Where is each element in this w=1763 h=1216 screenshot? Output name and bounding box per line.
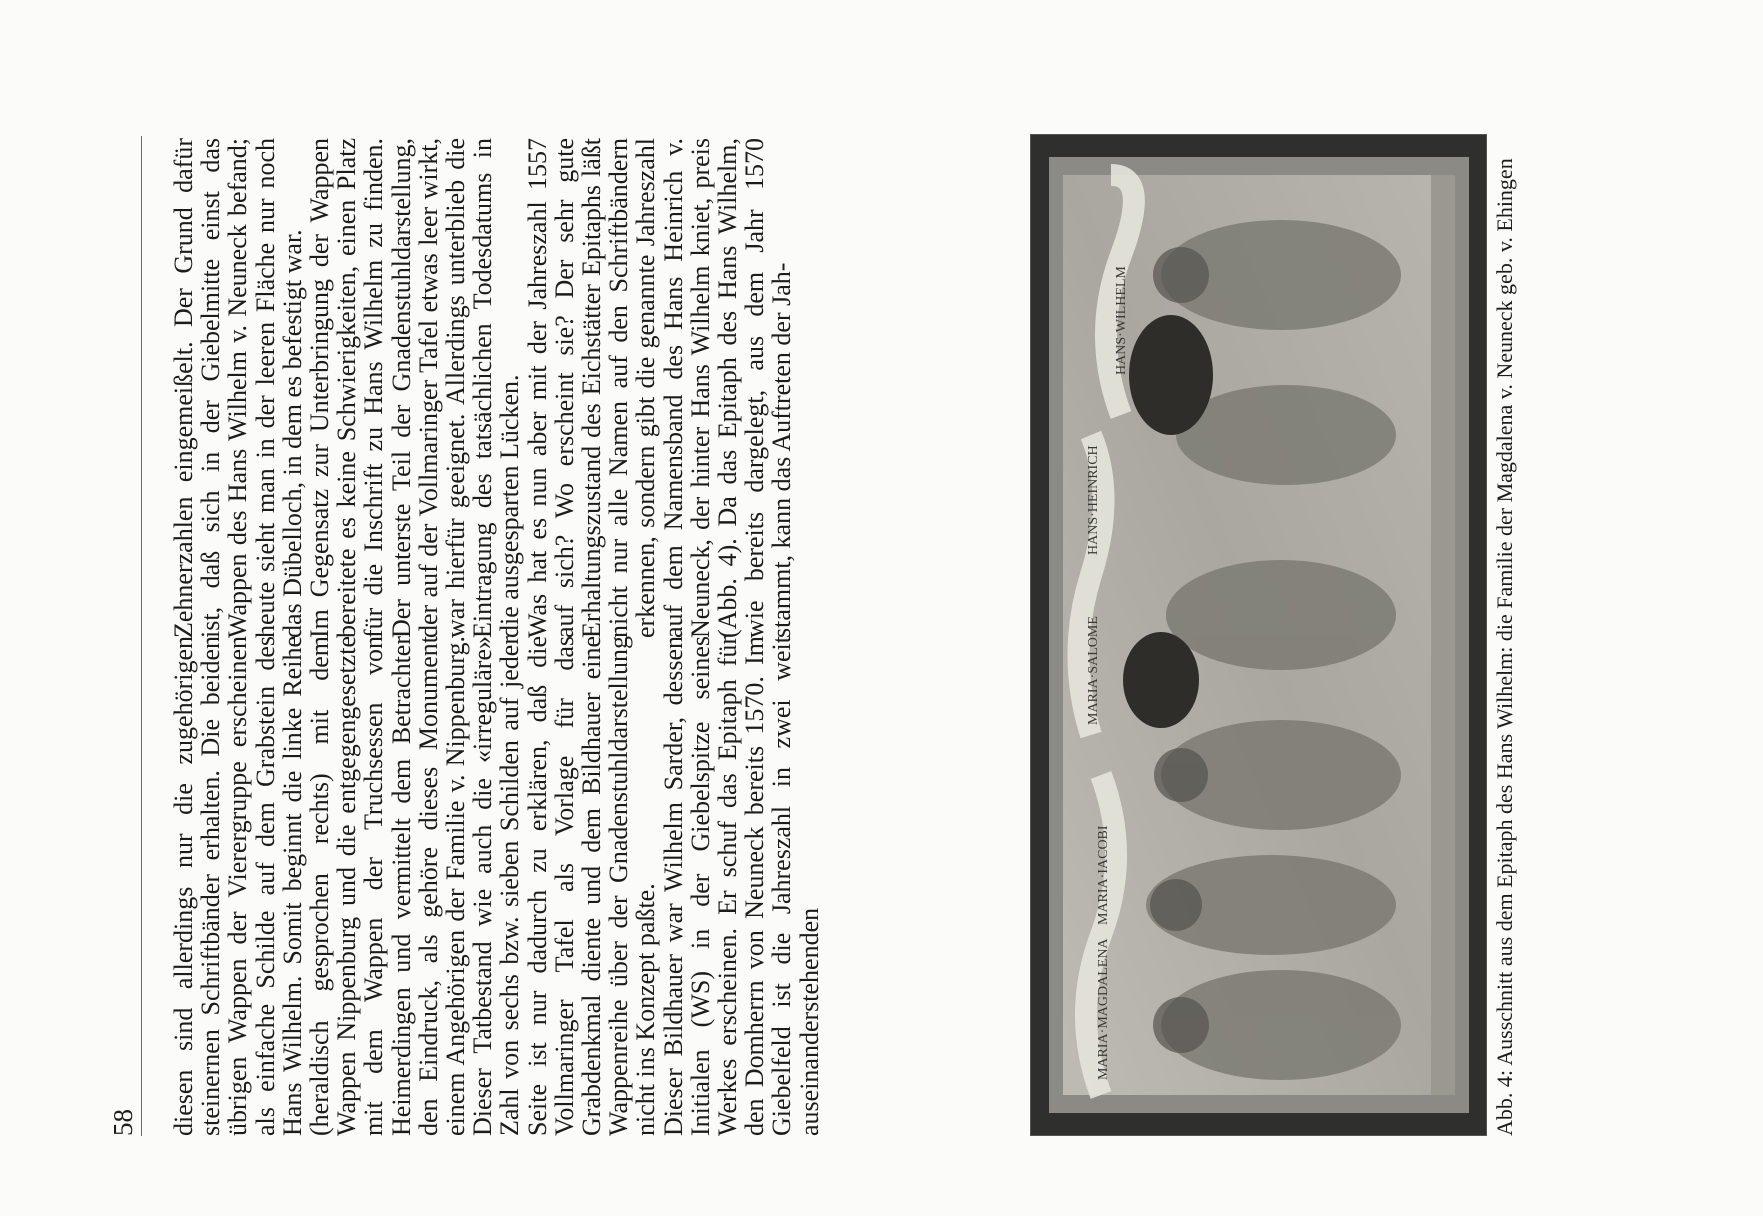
relief-illustration (1031, 135, 1486, 1135)
paragraph: Was hat es nun aber mit der Jahreszahl 1557 auf sich? Wo erscheint sie? Der sehr gute Erhaltungszustand des Eichstätter Epitaphs läßt nicht nur alle Namen auf den Schriftbändern erkennen, sondern gibt die genannte Jahreszahl auf dem Namensband des Hans Heinrich v. Neuneck, der hinter Hans Wilhelm kniet, preis (Abb. 4). Da das Epitaph des Hans Wilhelm, wie bereits dargelegt, aus dem Jahr 1570 stammt, kann das Auftreten der Jah- (522, 138, 797, 638)
text-column-right (170, 138, 796, 638)
header-rule (141, 136, 142, 1136)
banner-text: MARIA·SALOME (1086, 616, 1101, 725)
banner-text: HANS·HEINRICH (1086, 445, 1101, 555)
banner-text: MARIA·MAGDALENA (1096, 938, 1111, 1080)
paragraph: Dieser Bildhauer war Wilhelm Sarder, dessen Initialen (WS) in der Giebelspitze seines Werkes erscheinen. Er schuf das Epitaph für den Domherrn von Neuneck bereits 1570. Im Giebelfeld ist die Jahreszahl in zwei weit auseinanderstehenden (658, 636, 824, 1136)
epitaph-photograph (1030, 134, 1487, 1136)
paragraph: Zehnerzahlen eingemeißelt. Der Grund dafür ist, daß sich in der Giebelmitte einst das Wappen des Hans Wilhelm v. Neuneck befand; heute sieht man in der leeren Fläche nur noch das Dübelloch, in dem es befestigt war. (169, 138, 307, 638)
text-column-left (170, 636, 823, 1136)
paragraph: Im Gegensatz zur Unterbringung der Wappen bereitete es keine Schwierigkeiten, einen Platz für die Inschrift zu Hans Wilhelm zu finden. Der unterste Teil der Gnadenstuhldarstellung, der auf der Vollmaringer Tafel etwas leer wirkt, war hierfür geeignet. Allerdings unterblieb die Eintragung des tatsächlichen Todesdatums in die ausgesparten Lücken. (305, 138, 525, 638)
banner-text: HANS·WILHELM (1114, 266, 1129, 375)
paragraph: diesen sind allerdings nur die zugehörigen steinernen Schriftbänder erhalten. Die beiden übrigen Wappen der Vierergruppe erscheinen als einfache Schilde auf dem Grabstein des Hans Wilhelm. Somit beginnt die linke Reihe (heraldisch gesprochen rechts) mit dem Wappen Nippenburg und die entgegengesetzte mit dem Wappen der Truchsessen von Heimerdingen und vermittelt dem Betrachter den Eindruck, als gehöre dieses Monument einem Angehörigen der Familie v. Nippenburg. Dieser Tatbestand wie auch die «irreguläre» Zahl von sechs bzw. sieben Schilden auf jeder Seite ist nur dadurch zu erklären, daß die Vollmaringer Tafel als Vorlage für das Grabdenkmal diente und dem Bildhauer eine Wappenreihe über der Gnadenstuhldarstellung nicht ins Konzept paßte. (169, 636, 661, 1136)
figure-caption: Abb. 4: Ausschnitt aus dem Epitaph des Hans Wilhelm: die Familie der Magdalena v. Neuneck geb. v. Ehingen (1492, 158, 1517, 1136)
page-number: 58 (108, 1109, 138, 1136)
base-ledge (1431, 175, 1455, 1095)
banner-text: MARIA·IACOBI (1096, 825, 1111, 925)
